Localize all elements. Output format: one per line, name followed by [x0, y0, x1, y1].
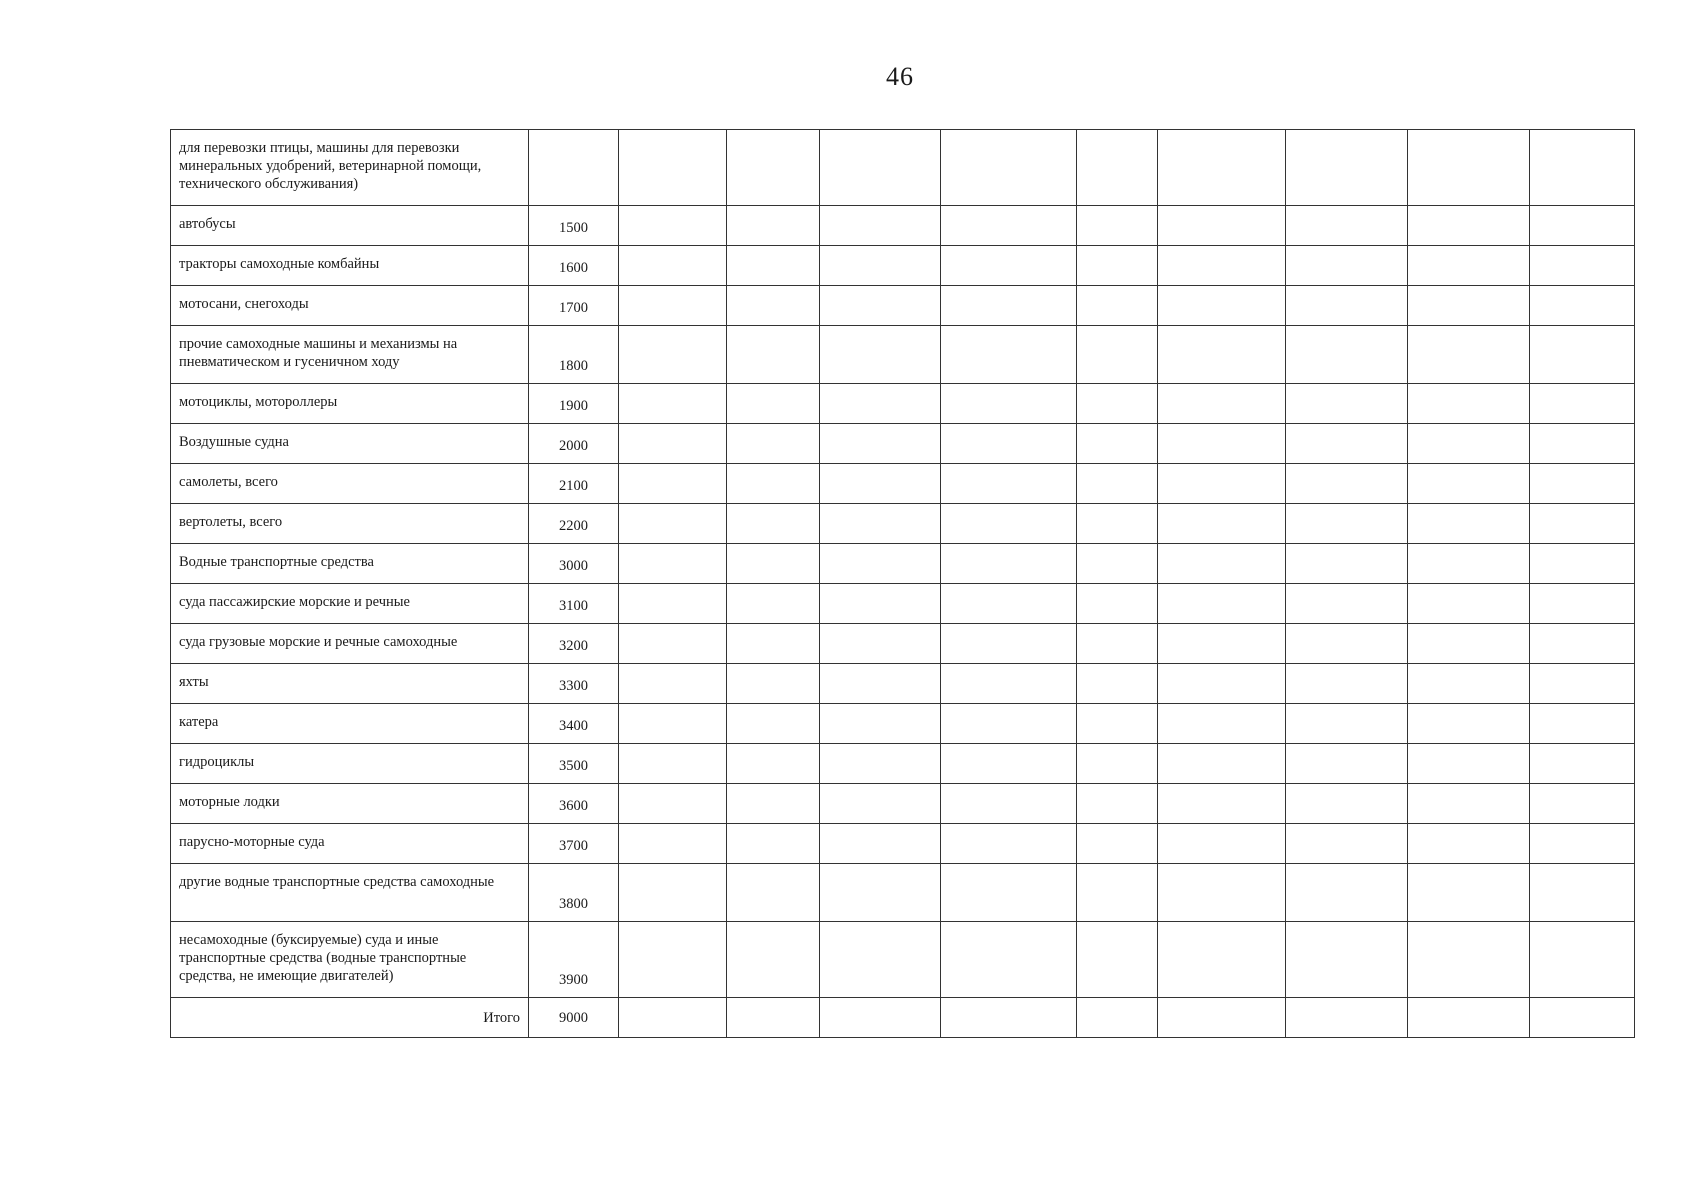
blank-cell — [727, 664, 820, 704]
row-code — [529, 130, 619, 206]
blank-cell — [941, 326, 1077, 384]
blank-cell — [619, 384, 727, 424]
blank-cell — [1077, 464, 1158, 504]
blank-cell — [1286, 464, 1408, 504]
page-number: 46 — [886, 62, 914, 91]
blank-cell — [1158, 286, 1286, 326]
blank-cell — [1408, 206, 1530, 246]
blank-cell — [1408, 664, 1530, 704]
blank-cell — [1286, 584, 1408, 624]
table-row — [171, 286, 1635, 326]
blank-cell — [727, 464, 820, 504]
blank-cell — [820, 544, 941, 584]
blank-cell — [820, 784, 941, 824]
blank-cell — [1286, 384, 1408, 424]
blank-cell — [1158, 206, 1286, 246]
blank-cell — [820, 704, 941, 744]
blank-cell — [1286, 704, 1408, 744]
table-row — [171, 464, 1635, 504]
blank-cell — [820, 286, 941, 326]
blank-cell — [619, 624, 727, 664]
blank-cell — [1408, 744, 1530, 784]
blank-cell — [1530, 922, 1635, 998]
blank-cell — [1530, 664, 1635, 704]
blank-cell — [1530, 326, 1635, 384]
blank-cell — [727, 704, 820, 744]
blank-cell — [1530, 424, 1635, 464]
blank-cell — [1530, 464, 1635, 504]
blank-cell — [1408, 286, 1530, 326]
blank-cell — [619, 206, 727, 246]
blank-cell — [727, 326, 820, 384]
blank-cell — [1530, 624, 1635, 664]
blank-cell — [1286, 624, 1408, 664]
blank-cell — [727, 544, 820, 584]
blank-cell — [1530, 584, 1635, 624]
row-code: 1500 — [529, 206, 619, 246]
blank-cell — [1530, 704, 1635, 744]
row-name: тракторы самоходные комбайны — [171, 246, 529, 286]
blank-cell — [1077, 130, 1158, 206]
blank-cell — [1077, 784, 1158, 824]
row-code: 2100 — [529, 464, 619, 504]
blank-cell — [727, 784, 820, 824]
blank-cell — [727, 922, 820, 998]
total-code: 9000 — [529, 998, 619, 1038]
blank-cell — [1158, 624, 1286, 664]
row-code: 3900 — [529, 922, 619, 998]
table-row — [171, 584, 1635, 624]
row-name: моторные лодки — [171, 784, 529, 824]
blank-cell — [1286, 206, 1408, 246]
blank-cell — [1077, 624, 1158, 664]
blank-cell — [941, 384, 1077, 424]
blank-cell — [820, 744, 941, 784]
row-code: 1800 — [529, 326, 619, 384]
blank-cell — [619, 744, 727, 784]
blank-cell — [941, 624, 1077, 664]
blank-cell — [1408, 464, 1530, 504]
blank-cell — [1286, 922, 1408, 998]
blank-cell — [727, 624, 820, 664]
blank-cell — [1530, 384, 1635, 424]
row-code: 3200 — [529, 624, 619, 664]
blank-cell — [619, 246, 727, 286]
blank-cell — [1158, 824, 1286, 864]
blank-cell — [820, 998, 941, 1038]
table-row — [171, 864, 1635, 922]
blank-cell — [1286, 326, 1408, 384]
blank-cell — [727, 744, 820, 784]
blank-cell — [1158, 704, 1286, 744]
table-row — [171, 206, 1635, 246]
table-row — [171, 384, 1635, 424]
row-code: 2000 — [529, 424, 619, 464]
blank-cell — [941, 704, 1077, 744]
row-code: 3000 — [529, 544, 619, 584]
blank-cell — [1077, 664, 1158, 704]
row-name: другие водные транспортные средства самоходные — [171, 864, 529, 922]
blank-cell — [820, 584, 941, 624]
blank-cell — [1077, 326, 1158, 384]
blank-cell — [941, 206, 1077, 246]
blank-cell — [1286, 424, 1408, 464]
blank-cell — [1158, 326, 1286, 384]
table-row — [171, 326, 1635, 384]
blank-cell — [1286, 784, 1408, 824]
blank-cell — [1158, 504, 1286, 544]
blank-cell — [820, 664, 941, 704]
blank-cell — [1286, 664, 1408, 704]
blank-cell — [1077, 544, 1158, 584]
blank-cell — [727, 998, 820, 1038]
row-name: прочие самоходные машины и механизмы на пневматическом и гусеничном ходу — [171, 326, 529, 384]
blank-cell — [727, 286, 820, 326]
blank-cell — [941, 584, 1077, 624]
blank-cell — [727, 504, 820, 544]
blank-cell — [1158, 998, 1286, 1038]
blank-cell — [1077, 824, 1158, 864]
blank-cell — [1158, 246, 1286, 286]
row-code: 3600 — [529, 784, 619, 824]
blank-cell — [1286, 504, 1408, 544]
row-name: автобусы — [171, 206, 529, 246]
blank-cell — [941, 504, 1077, 544]
blank-cell — [1158, 544, 1286, 584]
blank-cell — [1408, 624, 1530, 664]
blank-cell — [1077, 704, 1158, 744]
blank-cell — [1530, 286, 1635, 326]
table-row — [171, 784, 1635, 824]
blank-cell — [820, 864, 941, 922]
blank-cell — [1077, 246, 1158, 286]
table-row — [171, 704, 1635, 744]
table-row — [171, 624, 1635, 664]
blank-cell — [1077, 206, 1158, 246]
blank-cell — [619, 286, 727, 326]
blank-cell — [1530, 744, 1635, 784]
blank-cell — [941, 824, 1077, 864]
blank-cell — [1158, 922, 1286, 998]
blank-cell — [941, 664, 1077, 704]
blank-cell — [1158, 130, 1286, 206]
blank-cell — [727, 130, 820, 206]
blank-cell — [820, 326, 941, 384]
blank-cell — [727, 824, 820, 864]
blank-cell — [727, 864, 820, 922]
blank-cell — [619, 704, 727, 744]
blank-cell — [1158, 464, 1286, 504]
blank-cell — [1408, 784, 1530, 824]
blank-cell — [1408, 246, 1530, 286]
blank-cell — [727, 246, 820, 286]
blank-cell — [1408, 326, 1530, 384]
blank-cell — [1077, 424, 1158, 464]
blank-cell — [820, 384, 941, 424]
blank-cell — [1530, 824, 1635, 864]
blank-cell — [1408, 424, 1530, 464]
blank-cell — [1408, 864, 1530, 922]
blank-cell — [619, 584, 727, 624]
blank-cell — [941, 784, 1077, 824]
blank-cell — [619, 464, 727, 504]
blank-cell — [1530, 998, 1635, 1038]
total-row — [171, 998, 1635, 1038]
blank-cell — [1530, 784, 1635, 824]
row-code: 3400 — [529, 704, 619, 744]
blank-cell — [941, 544, 1077, 584]
blank-cell — [619, 130, 727, 206]
row-name: суда грузовые морские и речные самоходные — [171, 624, 529, 664]
row-name: катера — [171, 704, 529, 744]
blank-cell — [820, 624, 941, 664]
blank-cell — [941, 922, 1077, 998]
blank-cell — [619, 998, 727, 1038]
blank-cell — [941, 464, 1077, 504]
blank-cell — [1408, 704, 1530, 744]
blank-cell — [1408, 922, 1530, 998]
blank-cell — [1286, 286, 1408, 326]
row-code: 3300 — [529, 664, 619, 704]
blank-cell — [1408, 544, 1530, 584]
table-row — [171, 130, 1635, 206]
blank-cell — [820, 424, 941, 464]
blank-cell — [1408, 824, 1530, 864]
blank-cell — [1077, 744, 1158, 784]
blank-cell — [820, 206, 941, 246]
blank-cell — [619, 326, 727, 384]
row-code: 3800 — [529, 864, 619, 922]
blank-cell — [1077, 864, 1158, 922]
blank-cell — [1077, 384, 1158, 424]
table-row — [171, 504, 1635, 544]
row-code: 3500 — [529, 744, 619, 784]
row-name: суда пассажирские морские и речные — [171, 584, 529, 624]
blank-cell — [619, 664, 727, 704]
blank-cell — [1286, 246, 1408, 286]
table-row — [171, 744, 1635, 784]
blank-cell — [1158, 864, 1286, 922]
blank-cell — [619, 504, 727, 544]
blank-cell — [941, 998, 1077, 1038]
row-name: несамоходные (буксируемые) суда и иные транспортные средства (водные транспортные средства, не имеющие двигателей) — [171, 922, 529, 998]
blank-cell — [1158, 744, 1286, 784]
blank-cell — [941, 246, 1077, 286]
row-code: 3700 — [529, 824, 619, 864]
table-row — [171, 246, 1635, 286]
row-code: 3100 — [529, 584, 619, 624]
blank-cell — [619, 824, 727, 864]
row-name: парусно-моторные суда — [171, 824, 529, 864]
row-name: гидроциклы — [171, 744, 529, 784]
row-code: 1600 — [529, 246, 619, 286]
blank-cell — [820, 246, 941, 286]
row-code: 1700 — [529, 286, 619, 326]
table-row — [171, 664, 1635, 704]
blank-cell — [1077, 504, 1158, 544]
blank-cell — [1408, 584, 1530, 624]
blank-cell — [1408, 998, 1530, 1038]
blank-cell — [1286, 544, 1408, 584]
blank-cell — [820, 824, 941, 864]
blank-cell — [1158, 424, 1286, 464]
blank-cell — [1408, 130, 1530, 206]
table-row — [171, 424, 1635, 464]
blank-cell — [1077, 998, 1158, 1038]
blank-cell — [1530, 130, 1635, 206]
row-name: яхты — [171, 664, 529, 704]
row-name: мотосани, снегоходы — [171, 286, 529, 326]
row-name: мотоциклы, мотороллеры — [171, 384, 529, 424]
blank-cell — [619, 922, 727, 998]
blank-cell — [941, 130, 1077, 206]
blank-cell — [1530, 246, 1635, 286]
blank-cell — [820, 130, 941, 206]
row-name: для перевозки птицы, машины для перевозки минеральных удобрений, ветеринарной помощи, технического обслуживания) — [171, 130, 529, 206]
blank-cell — [1530, 544, 1635, 584]
blank-cell — [619, 544, 727, 584]
blank-cell — [1530, 504, 1635, 544]
blank-cell — [1408, 504, 1530, 544]
blank-cell — [1530, 206, 1635, 246]
row-code: 1900 — [529, 384, 619, 424]
blank-cell — [1077, 584, 1158, 624]
blank-cell — [1158, 584, 1286, 624]
blank-cell — [1530, 864, 1635, 922]
report-table — [170, 129, 1635, 1038]
blank-cell — [941, 424, 1077, 464]
row-name: Водные транспортные средства — [171, 544, 529, 584]
blank-cell — [727, 424, 820, 464]
blank-cell — [1286, 130, 1408, 206]
total-label: Итого — [171, 998, 529, 1038]
table-row — [171, 824, 1635, 864]
blank-cell — [619, 864, 727, 922]
blank-cell — [727, 584, 820, 624]
blank-cell — [1286, 744, 1408, 784]
blank-cell — [1077, 922, 1158, 998]
blank-cell — [1286, 824, 1408, 864]
blank-cell — [619, 424, 727, 464]
blank-cell — [820, 922, 941, 998]
blank-cell — [727, 206, 820, 246]
row-name: вертолеты, всего — [171, 504, 529, 544]
blank-cell — [1408, 384, 1530, 424]
row-code: 2200 — [529, 504, 619, 544]
blank-cell — [941, 286, 1077, 326]
table-row — [171, 922, 1635, 998]
blank-cell — [820, 504, 941, 544]
table-row — [171, 544, 1635, 584]
blank-cell — [727, 384, 820, 424]
report-body — [171, 130, 1635, 1038]
blank-cell — [820, 464, 941, 504]
row-name: Воздушные судна — [171, 424, 529, 464]
row-name: самолеты, всего — [171, 464, 529, 504]
blank-cell — [941, 864, 1077, 922]
blank-cell — [1158, 664, 1286, 704]
blank-cell — [619, 784, 727, 824]
blank-cell — [1286, 864, 1408, 922]
blank-cell — [1158, 784, 1286, 824]
blank-cell — [1286, 998, 1408, 1038]
blank-cell — [941, 744, 1077, 784]
blank-cell — [1158, 384, 1286, 424]
blank-cell — [1077, 286, 1158, 326]
